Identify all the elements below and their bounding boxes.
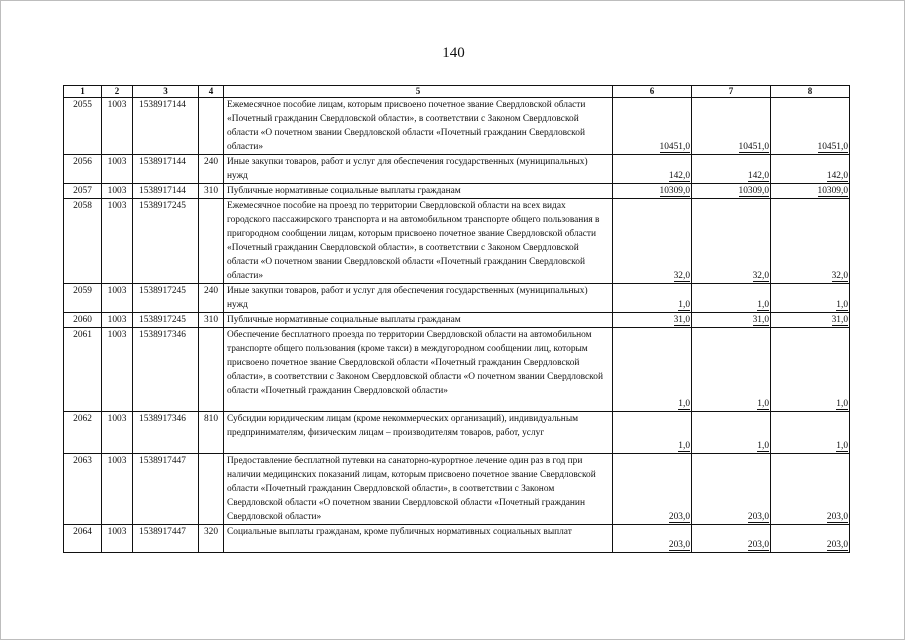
amount-cell-wrapper xyxy=(613,328,692,412)
expense-type-cell: 810 xyxy=(199,412,224,454)
row-number-cell: 2058 xyxy=(64,199,102,284)
page-number: 140 xyxy=(442,45,465,61)
row-number-cell: 2056 xyxy=(64,155,102,184)
expense-type-cell xyxy=(199,328,224,412)
description-cell: Публичные нормативные социальные выплаты гражданам xyxy=(224,313,613,328)
description-cell: Публичные нормативные социальные выплаты гражданам xyxy=(224,184,613,199)
description-cell: Ежемесячное пособие на проезд по территории Свердловской области на всех видах городского пассажирского транспорта и на автомобильном транспорте общего пользования в пригородном сообщении лицам, которым присвоено почетное звание Свердловской области «Почетный гражданин Свердловской области», в соответствии с Законом Свердловской области «О почетном звании Свердловской области «Почетный гражданин Свердловской области» xyxy=(224,199,613,284)
budget-table xyxy=(63,85,850,553)
amount-cell: 1,0 xyxy=(678,300,690,310)
amount-cell: 203,0 xyxy=(826,512,848,522)
amount-cell: 32,0 xyxy=(752,271,769,281)
table-row xyxy=(64,454,850,525)
amount-cell: 1,0 xyxy=(678,441,690,451)
amount-cell: 10451,0 xyxy=(659,142,690,152)
expense-type-cell: 240 xyxy=(199,155,224,184)
amount-cell-wrapper xyxy=(613,199,692,284)
amount-cell-wrapper xyxy=(692,199,771,284)
section-code-cell: 1003 xyxy=(102,199,133,284)
section-code-cell: 1003 xyxy=(102,284,133,313)
amount-cell-wrapper xyxy=(771,155,850,184)
description-cell: Иные закупки товаров, работ и услуг для обеспечения государственных (муниципальных) нужд xyxy=(224,284,613,313)
amount-cell: 31,0 xyxy=(673,315,690,325)
amount-cell: 1,0 xyxy=(836,441,848,451)
amount-cell-wrapper xyxy=(771,98,850,155)
column-header: 3 xyxy=(133,86,199,98)
target-code-cell: 1538917447 xyxy=(133,454,199,525)
table-row xyxy=(64,412,850,454)
amount-cell-wrapper xyxy=(613,98,692,155)
description-cell: Обеспечение бесплатного проезда по территории Свердловской области на автомобильном транспорте общего пользования (кроме такси) в междугородном сообщении лиц, которым присвоено почетное звание Свердловской области «Почетный гражданин Свердловской области», в соответствии с Законом Свердловской области «О почетном звании Свердловской области «Почетный гражданин Свердловской области» xyxy=(224,328,613,412)
target-code-cell: 1538917447 xyxy=(133,525,199,553)
table-row xyxy=(64,184,850,199)
section-code-cell: 1003 xyxy=(102,98,133,155)
amount-cell-wrapper xyxy=(692,412,771,454)
expense-type-cell: 310 xyxy=(199,184,224,199)
amount-cell-wrapper xyxy=(771,454,850,525)
amount-cell: 1,0 xyxy=(757,300,769,310)
amount-cell: 1,0 xyxy=(678,399,690,409)
amount-cell-wrapper xyxy=(692,454,771,525)
amount-cell: 31,0 xyxy=(752,315,769,325)
column-header: 7 xyxy=(692,86,771,98)
column-header: 8 xyxy=(771,86,850,98)
section-code-cell: 1003 xyxy=(102,454,133,525)
amount-cell: 142,0 xyxy=(747,171,769,181)
column-header: 2 xyxy=(102,86,133,98)
table-row xyxy=(64,313,850,328)
expense-type-cell xyxy=(199,98,224,155)
amount-cell: 203,0 xyxy=(668,512,690,522)
target-code-cell: 1538917245 xyxy=(133,284,199,313)
expense-type-cell: 320 xyxy=(199,525,224,553)
column-header: 4 xyxy=(199,86,224,98)
section-code-cell: 1003 xyxy=(102,328,133,412)
amount-cell-wrapper xyxy=(613,184,692,199)
section-code-cell: 1003 xyxy=(102,525,133,553)
amount-cell: 32,0 xyxy=(831,271,848,281)
amount-cell-wrapper xyxy=(692,525,771,553)
amount-cell: 1,0 xyxy=(836,300,848,310)
amount-cell-wrapper xyxy=(771,412,850,454)
amount-cell-wrapper xyxy=(771,284,850,313)
row-number-cell: 2057 xyxy=(64,184,102,199)
amount-cell: 31,0 xyxy=(831,315,848,325)
expense-type-cell: 310 xyxy=(199,313,224,328)
row-number-cell: 2060 xyxy=(64,313,102,328)
amount-cell-wrapper xyxy=(692,313,771,328)
description-cell: Социальные выплаты гражданам, кроме публичных нормативных социальных выплат xyxy=(224,525,613,553)
row-number-cell: 2055 xyxy=(64,98,102,155)
column-header: 6 xyxy=(613,86,692,98)
amount-cell-wrapper xyxy=(692,328,771,412)
target-code-cell: 1538917245 xyxy=(133,313,199,328)
table-row xyxy=(64,525,850,553)
target-code-cell: 1538917245 xyxy=(133,199,199,284)
amount-cell-wrapper xyxy=(613,155,692,184)
amount-cell-wrapper xyxy=(692,284,771,313)
section-code-cell: 1003 xyxy=(102,313,133,328)
amount-cell-wrapper xyxy=(613,525,692,553)
table-row xyxy=(64,199,850,284)
amount-cell-wrapper xyxy=(613,313,692,328)
amount-cell-wrapper xyxy=(771,184,850,199)
table-row xyxy=(64,155,850,184)
table-row xyxy=(64,98,850,155)
description-cell: Ежемесячное пособие лицам, которым присвоено почетное звание Свердловской области «Почетный гражданин Свердловской области», в соответствии с Законом Свердловской области «О почетном звании Свердловской области «Почетный гражданин Свердловской области» xyxy=(224,98,613,155)
column-header: 5 xyxy=(224,86,613,98)
target-code-cell: 1538917144 xyxy=(133,184,199,199)
amount-cell-wrapper xyxy=(771,199,850,284)
expense-type-cell xyxy=(199,199,224,284)
amount-cell: 10309,0 xyxy=(817,186,848,196)
row-number-cell: 2063 xyxy=(64,454,102,525)
section-code-cell: 1003 xyxy=(102,155,133,184)
table-row xyxy=(64,328,850,412)
table-body xyxy=(64,98,850,553)
amount-cell-wrapper xyxy=(771,328,850,412)
section-code-cell: 1003 xyxy=(102,412,133,454)
row-number-cell: 2064 xyxy=(64,525,102,553)
expense-type-cell xyxy=(199,454,224,525)
target-code-cell: 1538917346 xyxy=(133,328,199,412)
table-header-row xyxy=(64,86,850,98)
column-header: 1 xyxy=(64,86,102,98)
target-code-cell: 1538917144 xyxy=(133,98,199,155)
amount-cell: 10451,0 xyxy=(738,142,769,152)
amount-cell-wrapper xyxy=(771,525,850,553)
amount-cell: 10309,0 xyxy=(659,186,690,196)
description-cell: Предоставление бесплатной путевки на санаторно-курортное лечение один раз в год при наличии медицинских показаний лицам, которым присвоено почетное звание Свердловской области «Почетный гражданин Свердловской области», в соответствии с Законом Свердловской области «О почетном звании Свердловской области «Почетный гражданин Свердловской области» xyxy=(224,454,613,525)
amount-cell: 10451,0 xyxy=(817,142,848,152)
amount-cell: 203,0 xyxy=(747,512,769,522)
amount-cell: 1,0 xyxy=(836,399,848,409)
amount-cell: 203,0 xyxy=(747,540,769,550)
row-number-cell: 2062 xyxy=(64,412,102,454)
amount-cell-wrapper xyxy=(692,184,771,199)
amount-cell: 203,0 xyxy=(826,540,848,550)
amount-cell: 32,0 xyxy=(673,271,690,281)
row-number-cell: 2061 xyxy=(64,328,102,412)
amount-cell: 1,0 xyxy=(757,399,769,409)
table-row xyxy=(64,284,850,313)
expense-type-cell: 240 xyxy=(199,284,224,313)
amount-cell-wrapper xyxy=(692,98,771,155)
target-code-cell: 1538917144 xyxy=(133,155,199,184)
amount-cell-wrapper xyxy=(613,454,692,525)
amount-cell: 10309,0 xyxy=(738,186,769,196)
description-cell: Иные закупки товаров, работ и услуг для обеспечения государственных (муниципальных) нужд xyxy=(224,155,613,184)
amount-cell: 142,0 xyxy=(826,171,848,181)
target-code-cell: 1538917346 xyxy=(133,412,199,454)
description-cell: Субсидии юридическим лицам (кроме некоммерческих организаций), индивидуальным предпринимателям, физическим лицам – производителям товаров, работ, услуг xyxy=(224,412,613,454)
row-number-cell: 2059 xyxy=(64,284,102,313)
amount-cell-wrapper xyxy=(613,412,692,454)
amount-cell: 203,0 xyxy=(668,540,690,550)
amount-cell-wrapper xyxy=(613,284,692,313)
amount-cell: 142,0 xyxy=(668,171,690,181)
amount-cell-wrapper xyxy=(771,313,850,328)
amount-cell-wrapper xyxy=(692,155,771,184)
section-code-cell: 1003 xyxy=(102,184,133,199)
amount-cell: 1,0 xyxy=(757,441,769,451)
